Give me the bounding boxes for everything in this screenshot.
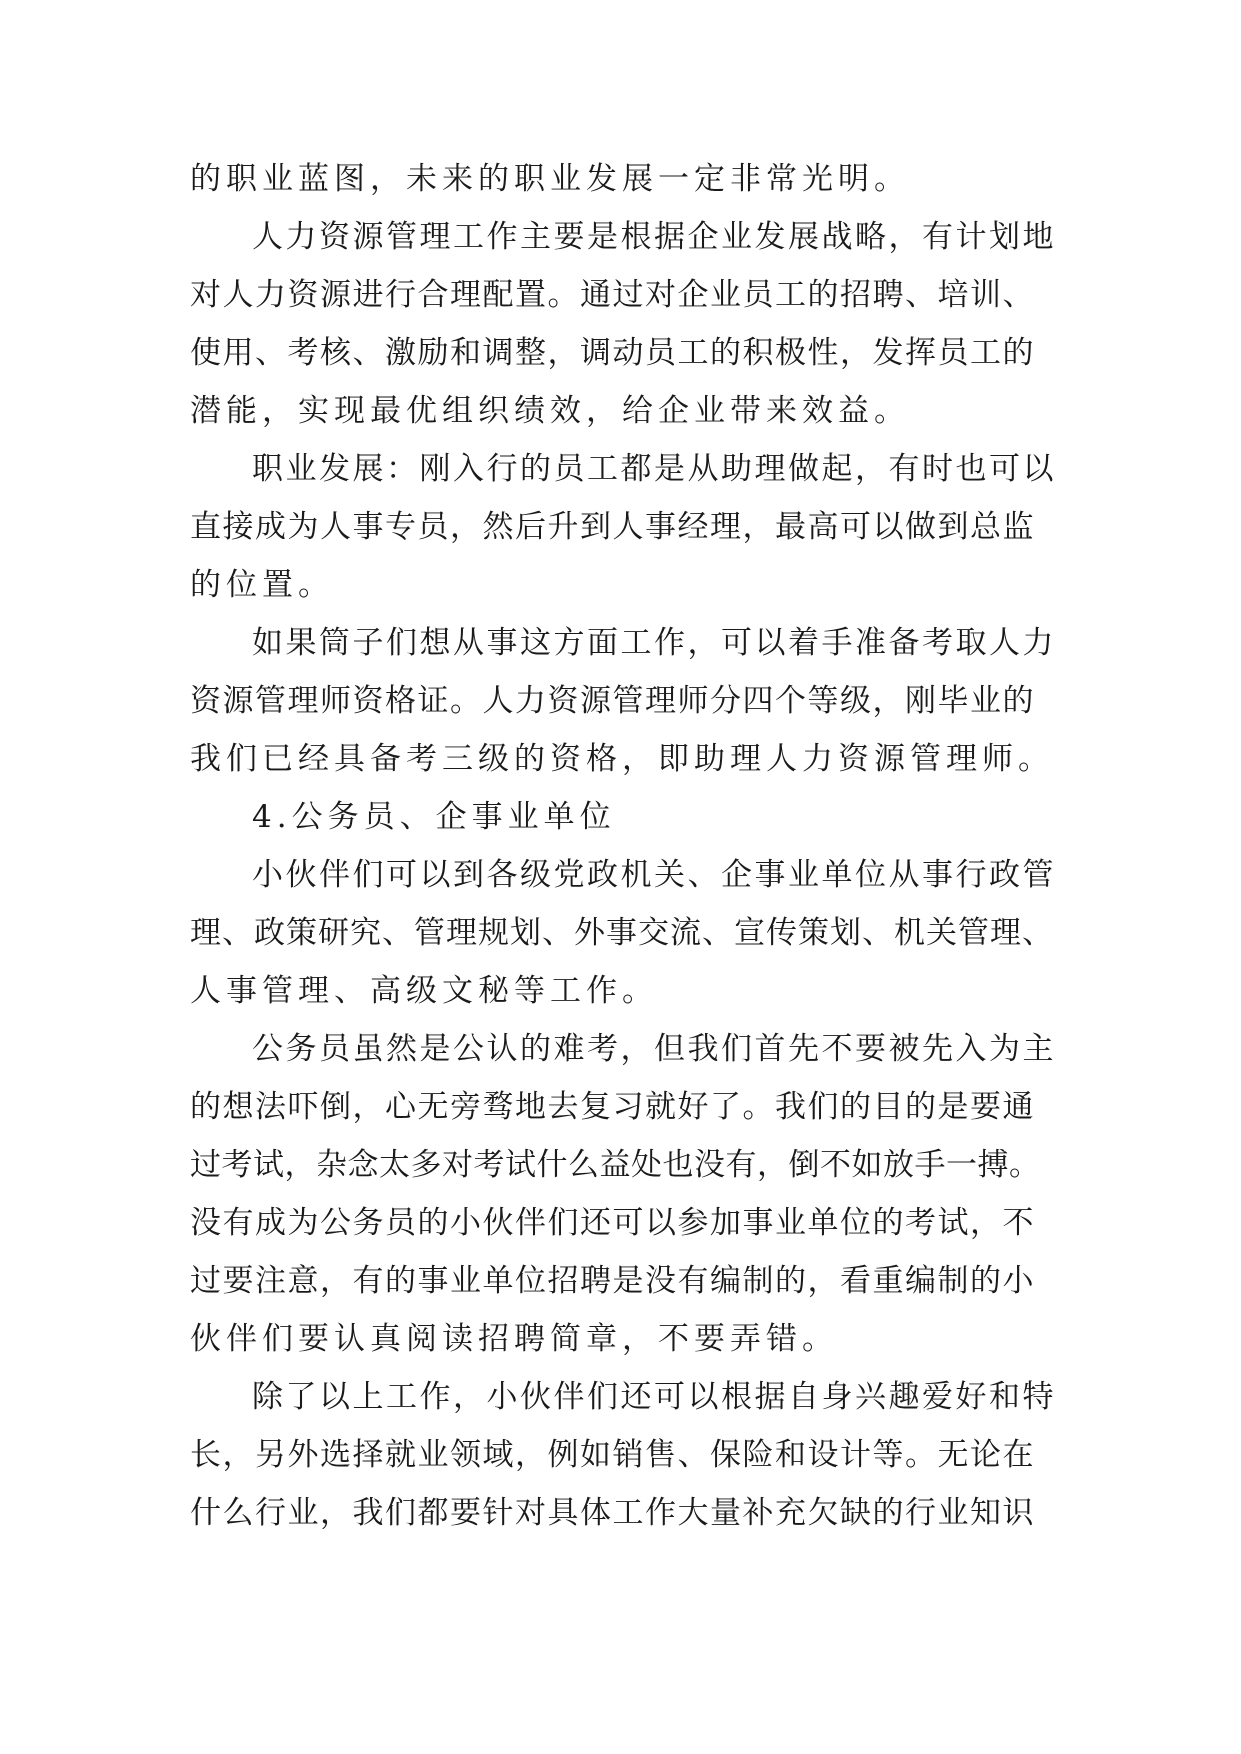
text-line: 对人力资源进行合理配置。通过对企业员工的招聘、培训、 xyxy=(190,277,1035,313)
paragraph-start-line: 职业发展：刚入行的员工都是从助理做起，有时也可以 xyxy=(252,451,1056,487)
text-line: 没有成为公务员的小伙伴们还可以参加事业单位的考试，不 xyxy=(190,1205,1035,1241)
section-heading: 4.公务员、企事业单位 xyxy=(252,799,616,835)
text-line: 过考试，杂念太多对考试什么益处也没有，倒不如放手一搏。 xyxy=(190,1147,1041,1183)
text-line: 人事管理、高级文秘等工作。 xyxy=(190,973,658,1009)
paragraph-start-line: 公务员虽然是公认的难考，但我们首先不要被先入为主 xyxy=(252,1031,1056,1067)
text-line: 的位置。 xyxy=(190,567,334,603)
text-line: 资源管理师资格证。人力资源管理师分四个等级，刚毕业的 xyxy=(190,683,1035,719)
text-line: 潜能，实现最优组织绩效，给企业带来效益。 xyxy=(190,393,910,429)
paragraph-start-line: 人力资源管理工作主要是根据企业发展战略，有计划地 xyxy=(252,219,1056,255)
text-line: 的想法吓倒，心无旁骛地去复习就好了。我们的目的是要通 xyxy=(190,1089,1035,1125)
body-text xyxy=(190,150,1062,1542)
text-line: 什么行业，我们都要针对具体工作大量补充欠缺的行业知识 xyxy=(190,1495,1035,1531)
text-line: 的职业蓝图，未来的职业发展一定非常光明。 xyxy=(190,161,910,197)
paragraph-start-line: 除了以上工作，小伙伴们还可以根据自身兴趣爱好和特 xyxy=(252,1379,1056,1415)
text-line: 过要注意，有的事业单位招聘是没有编制的，看重编制的小 xyxy=(190,1263,1035,1299)
text-line: 我们已经具备考三级的资格，即助理人力资源管理师。 xyxy=(190,741,1054,777)
text-line: 直接成为人事专员，然后升到人事经理，最高可以做到总监 xyxy=(190,509,1035,545)
text-line: 使用、考核、激励和调整，调动员工的积极性，发挥员工的 xyxy=(190,335,1035,371)
paragraph-start-line: 小伙伴们可以到各级党政机关、企事业单位从事行政管 xyxy=(252,857,1056,893)
text-line: 长，另外选择就业领域，例如销售、保险和设计等。无论在 xyxy=(190,1437,1035,1473)
text-line: 理、政策研究、管理规划、外事交流、宣传策划、机关管理、 xyxy=(190,915,1054,951)
paragraph-start-line: 如果筒子们想从事这方面工作，可以着手准备考取人力 xyxy=(252,625,1056,661)
text-line: 伙伴们要认真阅读招聘简章，不要弄错。 xyxy=(190,1321,838,1357)
